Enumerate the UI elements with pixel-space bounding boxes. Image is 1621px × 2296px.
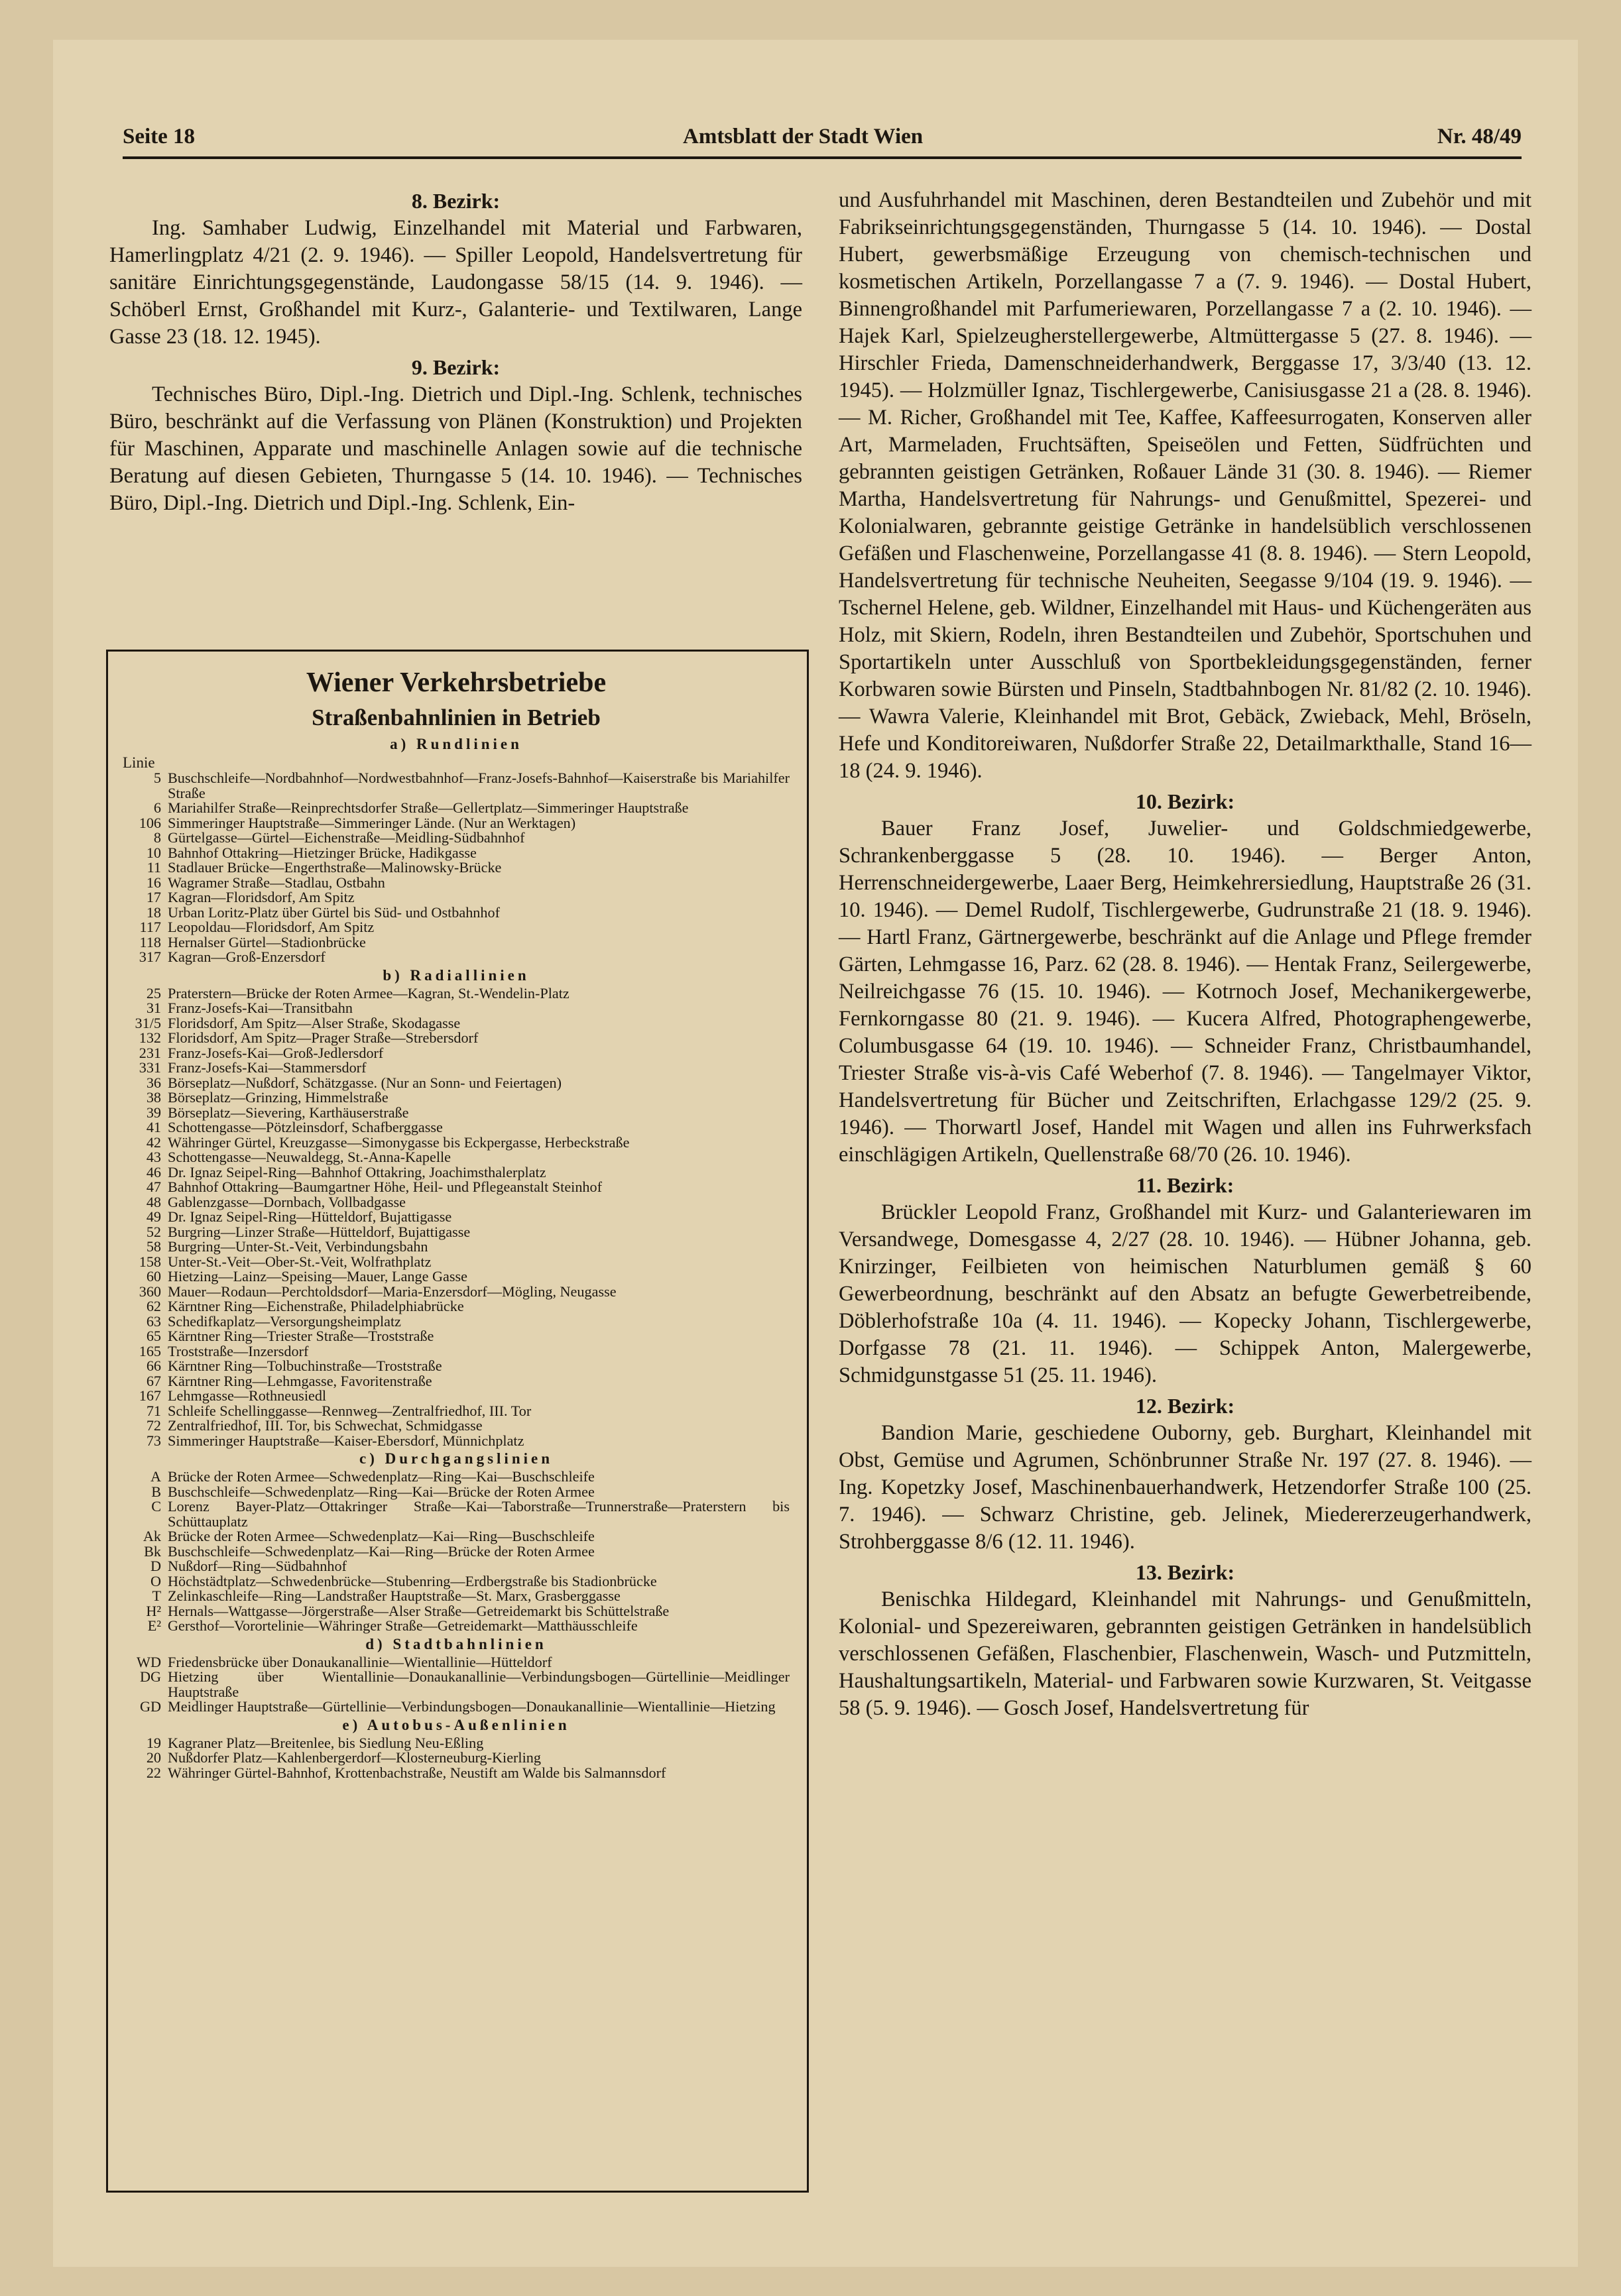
district-text-13: Benischka Hildegard, Kleinhandel mit Nahrungs- und Genußmitteln, Kolonial- und Spezereiwaren, gebrannten geistigen Getränken in handelsüblich verschlossenen Gefäßen, Flaschenbier, Flaschenwein, Wasch- und Putzmitteln, Haushaltungsartikeln, Material- und Farbwaren sowie Kurzwaren, St. Veitgasse 58 (5. 9. 1946). — Gosch Josef, Handelsvertretung für — [839, 1587, 1531, 1720]
header-rule — [123, 156, 1522, 159]
route-description: Bahnhof Ottakring—Hietzinger Brücke, Hadikgasse — [168, 844, 477, 861]
route-row — [123, 1766, 790, 1781]
route-description: Brücke der Roten Armee—Schwedenplatz—Ring—Kai—Buschschleife — [168, 1468, 595, 1485]
route-row — [123, 905, 790, 921]
route-description: Börseplatz—Grinzing, Himmelstraße — [168, 1089, 389, 1106]
route-description: Schedifkaplatz—Versorgungsheimplatz — [168, 1312, 402, 1330]
route-number: DG — [139, 1668, 161, 1685]
route-row — [123, 1106, 790, 1121]
route-number: 360 — [139, 1283, 161, 1300]
section-heading: e) Autobus-Außenlinien — [342, 1716, 570, 1733]
route-number: 72 — [146, 1417, 161, 1434]
route-description: Floridsdorf, Am Spitz—Alser Straße, Skodagasse — [168, 1014, 461, 1031]
route-description: Buschschleife—Schwedenplatz—Ring—Kai—Brücke der Roten Armee — [168, 1483, 595, 1500]
box-title: Wiener Verkehrsbetriebe — [306, 667, 607, 698]
route-description: Zentralfriedhof, III. Tor, bis Schwechat, Schmidgasse — [168, 1417, 483, 1434]
route-description: Börseplatz—Nußdorf, Schätzgasse. (Nur an Sonn- und Feiertagen) — [168, 1074, 562, 1091]
route-row — [123, 1076, 790, 1091]
route-row — [123, 1344, 790, 1359]
district-text-10: Bauer Franz Josef, Juwelier- und Goldschmiedgewerbe, Schrankenberggasse 5 (28. 10. 1946). — Berger Anton, Herrenschneidergewerbe, Laaer Berg, Heimkehrersiedlung, Hauptstraße 26 (31. 10. 1946). — Demel Rudolf, Tischlergewerbe, Gudrunstraße 21 (18. 9. 1946). — Hartl Franz, Gärtnergewerbe, beschränkt auf die Anlage und Pflege fremder Gärten, Lehmgasse 16, Parz. 62 (28. 8. 1946). — Hentak Franz, Seilergewerbe, Neilreichgasse 76 (15. 10. 1946). — Kotrnoch Josef, Mechanikergewerbe, Fernkorngasse 80 (21. 9. 1946). — Kucera Alfred, Photographengewerbe, Columbusgasse 64 (19. 10. 1946). — Schneider Franz, Christbaumhandel, Triester Straße vis-à-vis Café Weberhof (7. 8. 1946). — Tangelmayer Viktor, Handelsvertretung für Bücher und Zeitschriften, Erlachgasse 129/2 (25. 9. 1946). — Thorwartl Josef, Handel mit Wagen und allen ins Fuhrwerksfach einschlägigen Artikeln, Quellenstraße 68/70 (26. 10. 1946). — [839, 817, 1531, 1167]
route-number: 47 — [146, 1178, 161, 1195]
route-number: 167 — [139, 1387, 161, 1404]
route-row — [123, 890, 790, 905]
route-number: 16 — [146, 874, 161, 891]
route-description: Kagraner Platz—Breitenlee, bis Siedlung Neu-Eßling — [168, 1734, 484, 1751]
route-number: H² — [146, 1602, 161, 1619]
route-row — [123, 801, 790, 816]
route-description: Simmeringer Hauptstraße—Simmeringer Lände. (Nur an Werktagen) — [168, 814, 576, 831]
route-description: Mauer—Rodaun—Perchtoldsdorf—Maria-Enzersdorf—Mögling, Neugasse — [168, 1283, 617, 1300]
route-row — [123, 1269, 790, 1285]
route-number: 331 — [139, 1059, 161, 1076]
route-number: 5 — [153, 770, 161, 786]
district-text-9: Technisches Büro, Dipl.-Ing. Dietrich und Dipl.-Ing. Schlenk, technisches Büro, beschränkt auf die Verfassung von Plänen (Konstruktion) und Projekten für Maschinen, Apparate und maschinelle Anlagen sowie auf die technische Beratung auf diesen Gebieten, Thurngasse 5 (14. 10. 1946). — Technisches Büro, Dipl.-Ing. Dietrich und Dipl.-Ing. Schlenk, Ein- — [109, 382, 802, 515]
route-number: E² — [147, 1617, 161, 1634]
route-row — [123, 986, 790, 1002]
route-description: Buschschleife—Nordbahnhof—Nordwestbahnhof—Franz-Josefs-Bahnhof—Kaiserstraße bis Mariahilfer Straße — [168, 770, 790, 801]
route-description: Leopoldau—Floridsdorf, Am Spitz — [168, 919, 375, 935]
route-row — [123, 1655, 790, 1670]
route-row — [123, 1120, 790, 1135]
route-number: 17 — [146, 889, 161, 905]
box-subtitle: Straßenbahnlinien in Betrieb — [312, 705, 601, 730]
route-number: 8 — [153, 829, 161, 846]
route-description: Kärntner Ring—Triester Straße—Troststraße — [168, 1328, 434, 1344]
section-heading: a) Rundlinien — [390, 736, 522, 752]
route-description: Nußdorfer Platz—Kahlenbergerdorf—Klosterneuburg-Kierling — [168, 1749, 541, 1766]
route-number: 36 — [146, 1074, 161, 1091]
route-row — [123, 1359, 790, 1374]
route-description: Hernals—Wattgasse—Jörgerstraße—Alser Straße—Getreidemarkt bis Schüttelstraße — [168, 1602, 670, 1619]
route-number: 31/5 — [135, 1014, 161, 1031]
section-heading: d) Stadtbahnlinien — [365, 1635, 547, 1652]
route-description: Zelinkaschleife—Ring—Landstraßer Hauptstraße—St. Marx, Grasberggasse — [168, 1587, 621, 1604]
route-description: Franz-Josefs-Kai—Stammersdorf — [168, 1059, 367, 1076]
route-number: 46 — [146, 1163, 161, 1180]
route-description: Stadlauer Brücke—Engerthstraße—Malinowsky-Brücke — [168, 859, 502, 876]
route-row — [123, 1016, 790, 1031]
route-row — [123, 950, 790, 965]
route-row — [123, 1031, 790, 1046]
route-row — [123, 1329, 790, 1344]
route-number: 67 — [146, 1372, 161, 1389]
route-description: Höchstädtplatz—Schwedenbrücke—Stubenring—Erdbergstraße bis Stadionbrücke — [168, 1572, 657, 1589]
route-row — [123, 1434, 790, 1449]
route-description: Schottengasse—Neuwaldegg, St.-Anna-Kapelle — [168, 1149, 451, 1165]
section-heading: b) Radiallinien — [383, 966, 530, 984]
route-row — [123, 1485, 790, 1500]
route-description: Dr. Ignaz Seipel-Ring—Bahnhof Ottakring, Joachimsthalerplatz — [168, 1163, 546, 1180]
district-heading-8: 8. Bezirk: — [411, 189, 501, 213]
route-description: Kärntner Ring—Lehmgasse, Favoritenstraße — [168, 1372, 432, 1389]
route-number: 41 — [146, 1119, 161, 1135]
route-description: Meidlinger Hauptstraße—Gürtellinie—Verbindungsbogen—Donaukanallinie—Wientallinie—Hietzing — [168, 1698, 776, 1715]
route-description: Gablenzgasse—Dornbach, Vollbadgasse — [168, 1193, 406, 1210]
route-number: 65 — [146, 1328, 161, 1344]
route-row — [123, 1670, 790, 1699]
route-number: 49 — [146, 1208, 161, 1225]
left-column — [109, 187, 802, 520]
route-description: Burgring—Unter-St.-Veit, Verbindungsbahn — [168, 1238, 428, 1255]
route-number: 118 — [139, 933, 161, 950]
route-row — [123, 816, 790, 831]
route-number: 31 — [146, 1000, 161, 1016]
route-row — [123, 1736, 790, 1751]
route-row — [123, 1529, 790, 1544]
route-number: Ak — [143, 1528, 161, 1544]
route-number: 18 — [146, 903, 161, 921]
route-row — [123, 1544, 790, 1560]
route-description: Kärntner Ring—Tolbuchinstraße—Troststraße — [168, 1357, 442, 1374]
route-number: 48 — [146, 1193, 161, 1210]
route-number: T — [152, 1587, 161, 1604]
route-description: Kagran—Floridsdorf, Am Spitz — [168, 889, 355, 905]
route-description: Dr. Ignaz Seipel-Ring—Hütteldorf, Bujattigasse — [168, 1208, 452, 1225]
route-description: Troststraße—Inzersdorf — [168, 1342, 309, 1359]
route-number: 317 — [139, 948, 161, 965]
route-number: 62 — [146, 1298, 161, 1314]
route-row — [123, 876, 790, 891]
route-description: Brücke der Roten Armee—Schwedenplatz—Kai—Ring—Buschschleife — [168, 1528, 595, 1544]
route-number: 231 — [139, 1044, 161, 1061]
route-number: B — [151, 1483, 161, 1500]
route-row — [123, 860, 790, 876]
route-row — [123, 1135, 790, 1151]
route-number: 63 — [146, 1312, 161, 1330]
route-description: Nußdorf—Ring—Südbahnhof — [168, 1558, 347, 1574]
district-text-11: Brückler Leopold Franz, Großhandel mit Kurz- und Galanteriewaren im Versandwege, Domesgasse 4, 2/27 (28. 10. 1946). — Hübner Johanna, geb. Knirzinger, Feilbieten von heimischen Naturblumen gemäß § 60 Gewerbeordnung, beschränkt auf den Absatz an befugte Gewerbetreibende, Döblerhofstraße 10a (4. 11. 1946). — Kopecky Johann, Tischlergewerbe, Dorfgasse 78 (21. 11. 1946). — Schippek Anton, Malergewerbe, Schmidgunstgasse 51 (25. 11. 1946). — [839, 1200, 1531, 1387]
route-row — [123, 1374, 790, 1389]
route-row — [123, 771, 790, 801]
route-description: Hietzing über Wientallinie—Donaukanallinie—Verbindungsbogen—Gürtellinie—Meidlinger Hauptstraße — [168, 1668, 790, 1700]
continued-text: und Ausfuhrhandel mit Maschinen, deren Bestandteilen und Zubehör und mit Fabrikseinrichtungsgegenständen, Thurngasse 5 (14. 10. 1946). — Dostal Hubert, gewerbsmäßige Erzeugung von chemisch-technischen und kosmetischen Artikeln, Porzellangasse 7 a (7. 9. 1946). — Dostal Hubert, Binnengroßhandel mit Parfumeriewaren, Porzellangasse 7 a (2. 10. 1946). — Hajek Karl, Spielzeugherstellergewerbe, Altmüttergasse 5 (27. 8. 1946). — Hirschler Frieda, Damenschneiderhandwerk, Berggasse 17, 3/3/40 (13. 12. 1945). — Holzmüller Ignaz, Tischlergewerbe, Canisiusgasse 21 a (28. 8. 1946). — M. Richer, Großhandel mit Tee, Kaffee, Kaffeesurrogaten, Konserven aller Art, Marmeladen, Fruchtsäften, Speiseölen und Fetten, Südfrüchten und gebrannten geistigen Getränken, Roßauer Lände 31 (30. 8. 1946). — Riemer Martha, Handelsvertretung für Nahrungs- und Genußmittel, Spezerei- und Kolonialwaren, gebrannte geistige Getränke in handelsüblich verschlossenen Gefäßen und Flaschenweine, Porzellangasse 41 (8. 8. 1946). — Stern Leopold, Handelsvertretung für technische Neuheiten, Seegasse 9/104 (19. 9. 1946). — Tschernel Helene, geb. Wildner, Einzelhandel mit Haus- und Küchengeräten aus Holz, mit Skiern, Rodeln, ihren Bestandteilen und Zubehör, Sportschuhen und Sportartikeln unter Ausschluß von Sportbekleidungsgegenständen, ferner Korbwaren sowie Bürsten und Pinseln, Stadtbahnbogen Nr. 81/82 (2. 10. 1946). — Wawra Valerie, Kleinhandel mit Brot, Gebäck, Zwieback, Mehl, Bröseln, Hefe und Konditoreiwaren, Nußdorfer Straße 22, Detailmarkthalle, Stand 16—18 (24. 9. 1946). — [839, 188, 1531, 783]
route-row — [123, 1418, 790, 1434]
route-row — [123, 1299, 790, 1314]
route-description: Mariahilfer Straße—Reinprechtsdorfer Straße—Gellertplatz—Simmeringer Hauptstraße — [168, 799, 689, 816]
route-description: Währinger Gürtel-Bahnhof, Krottenbachstraße, Neustift am Walde bis Salmannsdorf — [168, 1764, 666, 1781]
route-number: 42 — [146, 1133, 161, 1151]
route-description: Unter-St.-Veit—Ober-St.-Veit, Wolfrathplatz — [168, 1253, 432, 1270]
route-number: Bk — [144, 1542, 161, 1560]
route-number: 39 — [146, 1104, 161, 1121]
route-row — [123, 1559, 790, 1574]
route-row — [123, 1210, 790, 1225]
route-row — [123, 1499, 790, 1529]
route-number: 11 — [147, 859, 161, 876]
linie-label: Linie — [123, 754, 155, 771]
route-row — [123, 846, 790, 861]
district-text-12: Bandion Marie, geschiedene Ouborny, geb. Burghart, Kleinhandel mit Obst, Gemüse und Agrumen, Schönbrunner Straße Nr. 197 (27. 8. 1946). — Ing. Kopetzky Josef, Maschinenbauerhandwerk, Hetzendorfer Straße 100 (25. 7. 1946). — Schwarz Christine, geb. Jelinek, Miedererzeugerhandwerk, Strohberggasse 8/6 (12. 11. 1946). — [839, 1421, 1531, 1554]
route-number: 38 — [146, 1089, 161, 1106]
route-description: Urban Loritz-Platz über Gürtel bis Süd- und Ostbahnhof — [168, 903, 500, 921]
route-description: Praterstern—Brücke der Roten Armee—Kagran, St.-Wendelin-Platz — [168, 984, 570, 1002]
route-row — [123, 1239, 790, 1255]
route-row — [123, 1255, 790, 1270]
route-description: Währinger Gürtel, Kreuzgasse—Simonygasse bis Eckpergasse, Herbeckstraße — [168, 1133, 630, 1151]
route-number: C — [151, 1498, 161, 1515]
route-number: 19 — [146, 1734, 161, 1751]
route-row — [123, 1061, 790, 1076]
route-row — [123, 1469, 790, 1485]
route-number: 52 — [146, 1223, 161, 1240]
route-row — [123, 1046, 790, 1061]
route-description: Franz-Josefs-Kai—Groß-Jedlersdorf — [168, 1044, 384, 1061]
district-heading-10: 10. Bezirk: — [1135, 789, 1235, 813]
route-row — [123, 1180, 790, 1195]
district-heading-11: 11. Bezirk: — [1136, 1173, 1234, 1197]
route-number: 165 — [139, 1342, 161, 1359]
route-description: Schleife Schellinggasse—Rennweg—Zentralfriedhof, III. Tor — [168, 1402, 532, 1419]
route-number: 22 — [146, 1764, 161, 1781]
route-number: 71 — [146, 1402, 161, 1419]
route-description: Lehmgasse—Rothneusiedl — [168, 1387, 327, 1404]
route-description: Gürtelgasse—Gürtel—Eichenstraße—Meidling-Südbahnhof — [168, 829, 525, 846]
right-column — [839, 187, 1531, 1725]
route-row — [123, 831, 790, 846]
page-header — [123, 125, 1522, 155]
route-number: 117 — [139, 919, 161, 935]
route-number: 73 — [146, 1432, 161, 1449]
route-number: GD — [139, 1698, 161, 1715]
route-row — [123, 1574, 790, 1589]
route-row — [123, 1001, 790, 1016]
route-description: Wagramer Straße—Stadlau, Ostbahn — [168, 874, 385, 891]
route-description: Gersthof—Vorortelinie—Währinger Straße—Getreidemarkt—Matthäusschleife — [168, 1617, 638, 1634]
route-number: 25 — [146, 984, 161, 1002]
district-heading-13: 13. Bezirk: — [1135, 1560, 1235, 1584]
route-description: Buschschleife—Schwedenplatz—Kai—Ring—Brücke der Roten Armee — [168, 1542, 595, 1560]
route-number: 158 — [139, 1253, 161, 1270]
issue-number: Nr. 48/49 — [1437, 125, 1522, 148]
route-description: Börseplatz—Sievering, Karthäuserstraße — [168, 1104, 409, 1121]
route-description: Simmeringer Hauptstraße—Kaiser-Ebersdorf, Münnichplatz — [168, 1432, 524, 1449]
route-row — [123, 1090, 790, 1106]
route-row — [123, 1619, 790, 1634]
route-description: Floridsdorf, Am Spitz—Prager Straße—Strebersdorf — [168, 1029, 479, 1046]
route-row — [123, 935, 790, 950]
district-heading-9: 9. Bezirk: — [411, 355, 501, 379]
route-row — [123, 1404, 790, 1419]
route-row — [123, 1285, 790, 1300]
transit-lines-box — [106, 650, 809, 2193]
route-number: O — [150, 1572, 161, 1589]
route-description: Hernalser Gürtel—Stadionbrücke — [168, 933, 366, 950]
route-number: 20 — [146, 1749, 161, 1766]
route-number: 58 — [146, 1238, 161, 1255]
route-number: 66 — [146, 1357, 161, 1374]
route-number: WD — [137, 1653, 161, 1670]
route-row — [123, 920, 790, 935]
route-number: D — [150, 1558, 161, 1574]
route-number: 6 — [153, 799, 161, 816]
route-row — [123, 1604, 790, 1619]
route-row — [123, 1165, 790, 1180]
district-heading-12: 12. Bezirk: — [1135, 1394, 1235, 1418]
box-body — [123, 734, 790, 1780]
route-number: 10 — [146, 844, 161, 861]
route-row — [123, 1195, 790, 1210]
route-description: Hietzing—Lainz—Speising—Mauer, Lange Gasse — [168, 1268, 467, 1285]
route-row — [123, 1150, 790, 1165]
page-number: Seite 18 — [123, 125, 196, 148]
publication-title: Amtsblatt der Stadt Wien — [683, 125, 924, 148]
route-row — [123, 1225, 790, 1240]
route-number: 43 — [146, 1149, 161, 1165]
route-row — [123, 1389, 790, 1404]
route-number: 106 — [139, 814, 161, 831]
section-heading: c) Durchgangslinien — [359, 1450, 554, 1467]
route-row — [123, 1699, 790, 1715]
route-description: Bahnhof Ottakring—Baumgartner Höhe, Heil- und Pflegeanstalt Steinhof — [168, 1178, 602, 1195]
route-description: Kagran—Groß-Enzersdorf — [168, 948, 326, 965]
route-row — [123, 1314, 790, 1330]
route-description: Kärntner Ring—Eichenstraße, Philadelphiabrücke — [168, 1298, 464, 1314]
route-description: Lorenz Bayer-Platz—Ottakringer Straße—Kai—Taborstraße—Trunnerstraße—Praterstern bis Schüttauplatz — [168, 1498, 790, 1530]
route-number: 132 — [139, 1029, 161, 1046]
route-description: Franz-Josefs-Kai—Transitbahn — [168, 1000, 353, 1016]
route-description: Schottengasse—Pötzleinsdorf, Schafberggasse — [168, 1119, 443, 1135]
route-row — [123, 1589, 790, 1604]
route-number: 60 — [146, 1268, 161, 1285]
route-description: Friedensbrücke über Donaukanallinie—Wientallinie—Hütteldorf — [168, 1653, 552, 1670]
district-text-8: Ing. Samhaber Ludwig, Einzelhandel mit Material und Farbwaren, Hamerlingplatz 4/21 (2. 9. 1946). — Spiller Leopold, Handelsvertretung für sanitäre Einrichtungsgegenstände, Laudongasse 58/15 (14. 9. 1946). — Schöberl Ernst, Großhandel mit Kurz-, Galanterie- und Textilwaren, Lange Gasse 23 (18. 12. 1945). — [109, 216, 802, 349]
route-description: Burgring—Linzer Straße—Hütteldorf, Bujattigasse — [168, 1223, 471, 1240]
route-number: A — [150, 1468, 161, 1485]
route-row — [123, 1751, 790, 1766]
